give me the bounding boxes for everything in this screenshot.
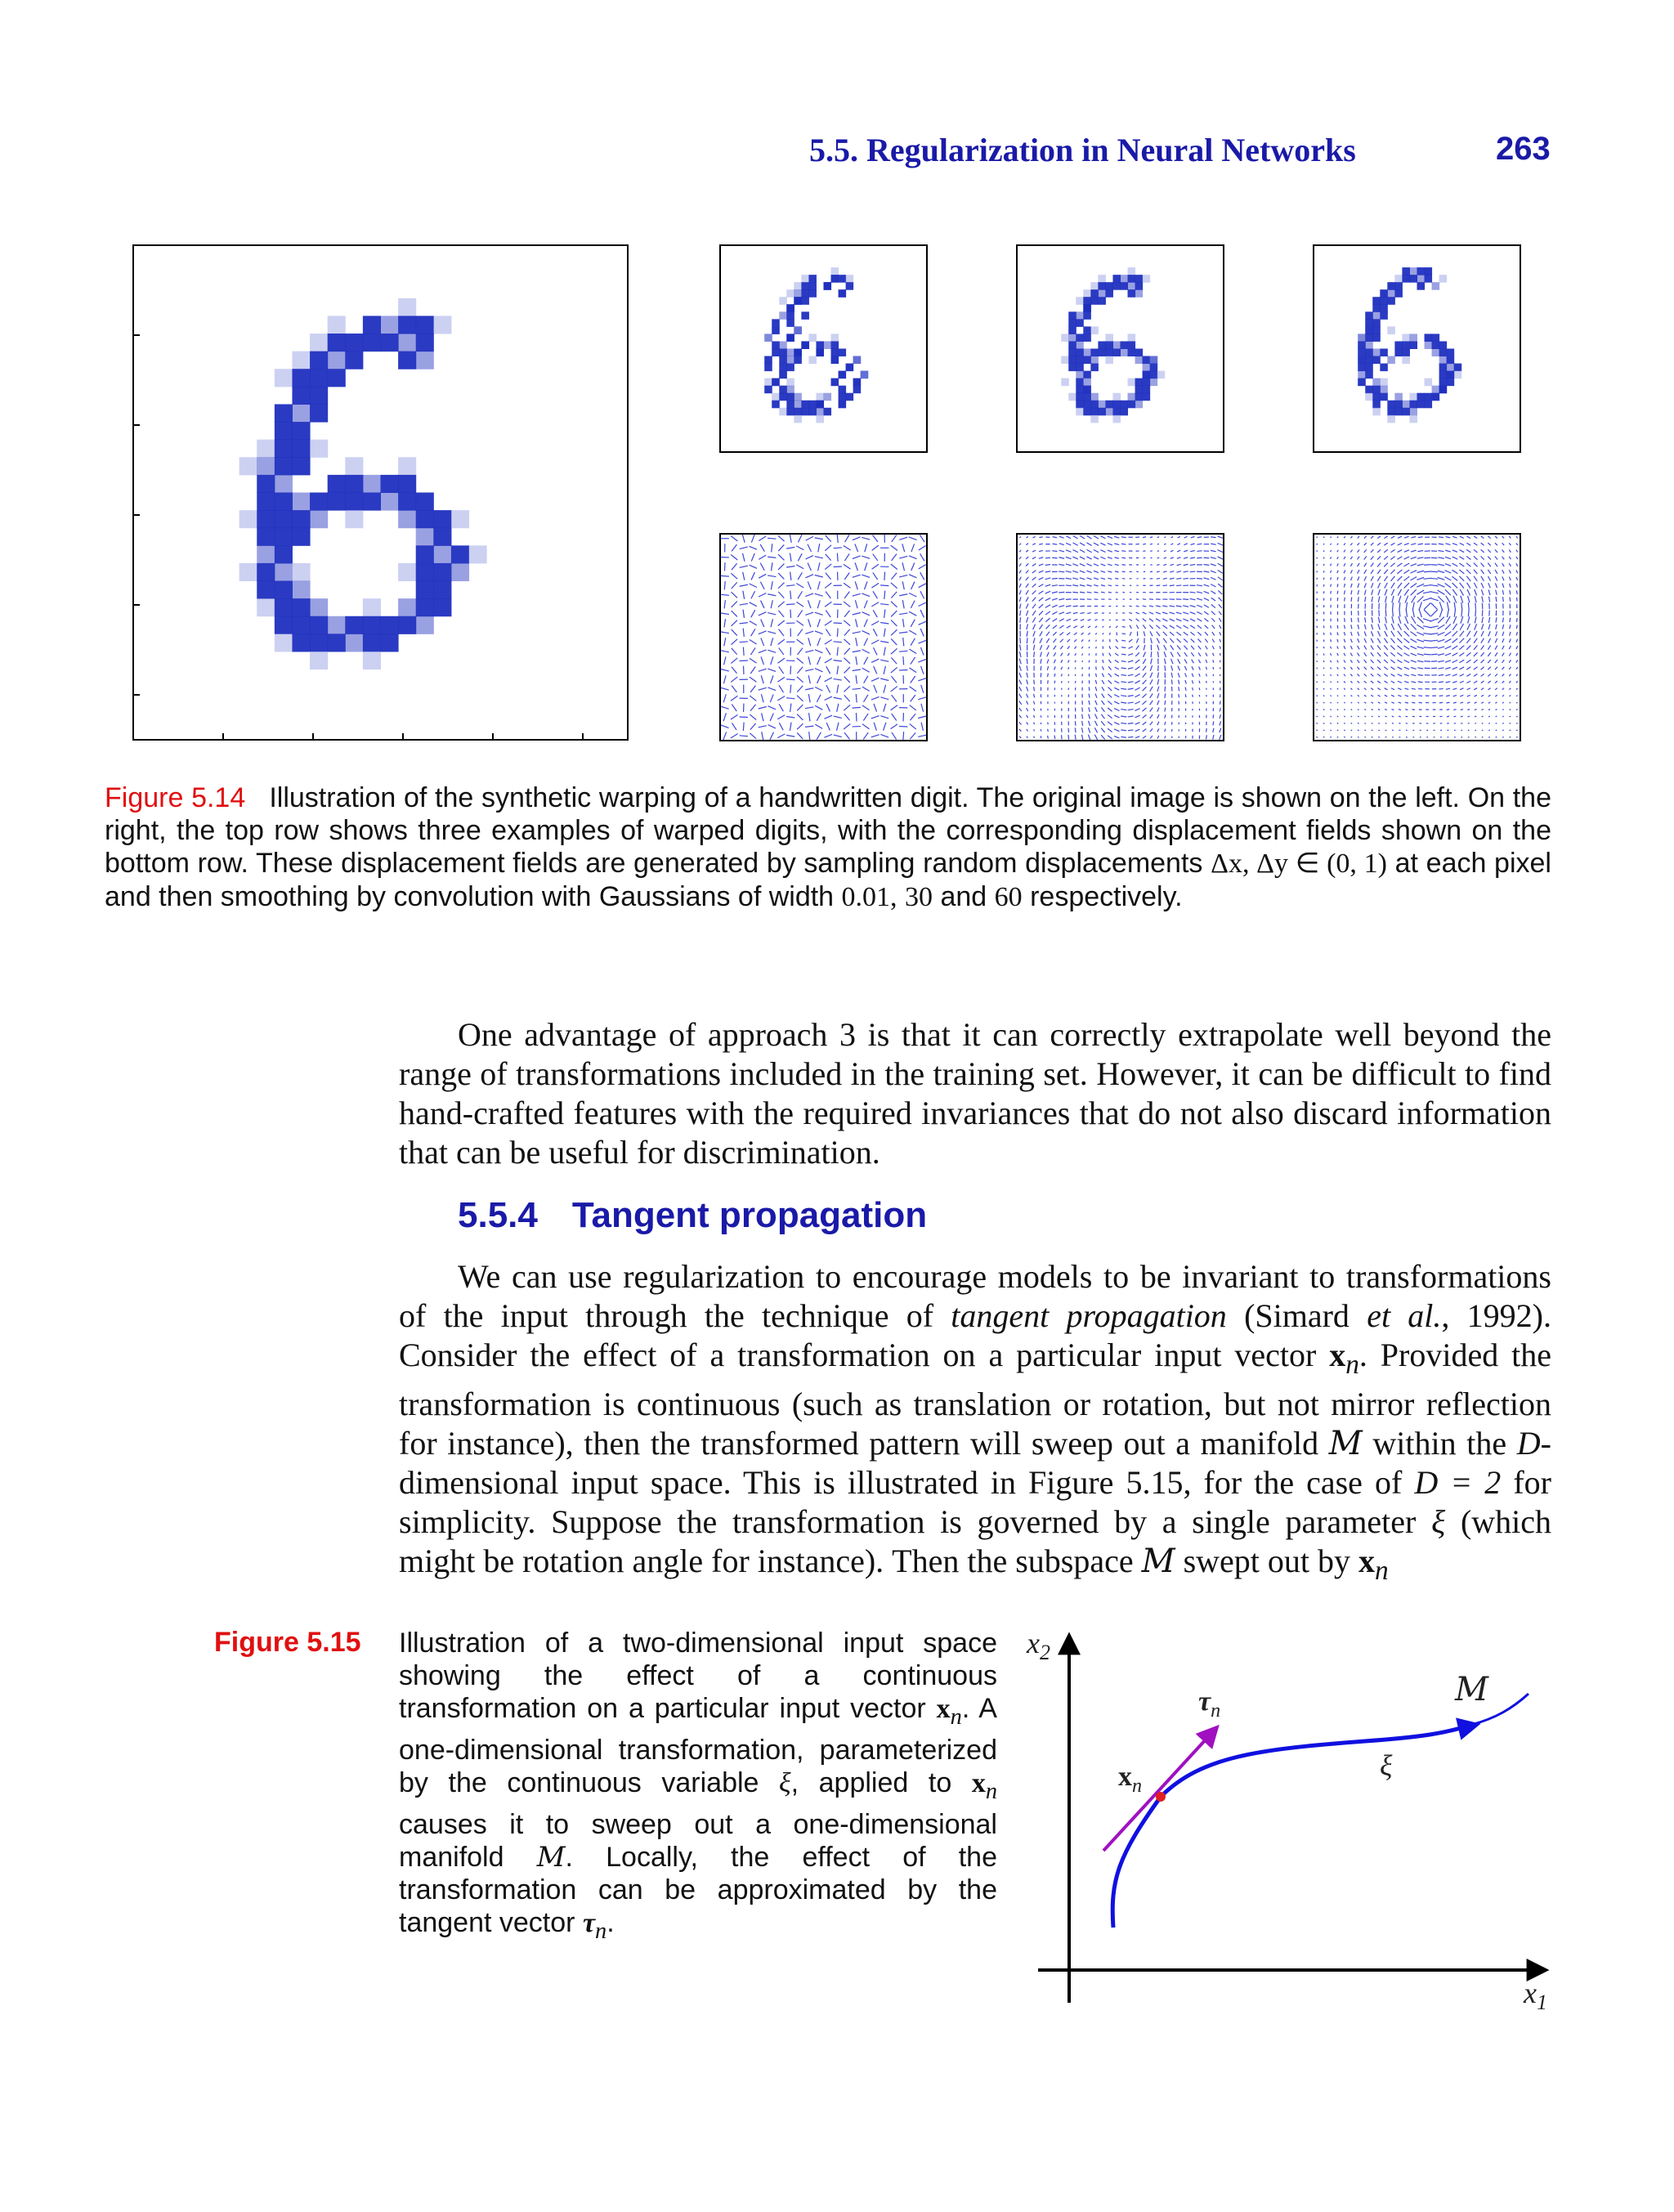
math-expression: D = 2 <box>1414 1464 1502 1501</box>
math-symbol: x <box>936 1694 951 1724</box>
text-run: . Provided the transformation is continuous (such as translation or rotation, but not mirror reflection for instance), then the transformed pattern will sweep out a manifold <box>399 1337 1551 1462</box>
math-symbol: M <box>536 1840 566 1874</box>
warped-digit-panel-3 <box>1314 245 1520 452</box>
math-symbol: M <box>1328 1425 1363 1462</box>
text-run: , applied to <box>790 1766 952 1798</box>
caption-text: respectively. <box>1030 881 1183 912</box>
xi-label: ξ <box>1380 1749 1393 1782</box>
section-number: 5.5.4 <box>458 1195 538 1235</box>
text-run: . A one-dimensional transformation, parameterized by the continuous variable <box>399 1693 997 1798</box>
caption-text: at each pixel and then smoothing by convolution with Gaussians of width <box>105 848 1551 912</box>
text-run: (Simard <box>1244 1297 1349 1334</box>
caption-text: and <box>940 881 987 912</box>
math-subscript: n <box>1375 1556 1389 1586</box>
paragraph-text <box>399 1257 1551 1591</box>
math-symbol: D <box>1516 1425 1541 1462</box>
math-subscript: n <box>950 1704 962 1730</box>
citation-etal: et al. <box>1367 1297 1442 1334</box>
math-symbol: ξ <box>1431 1503 1446 1540</box>
manifold-label: M <box>1455 1671 1488 1708</box>
math-subscript: n <box>595 1918 607 1944</box>
x1-axis-label: $x_1$ <box>1524 1977 1547 2014</box>
math-subscript: n <box>1345 1350 1359 1380</box>
warped-digit-panel-1 <box>720 245 927 452</box>
text-run: for simplicity. Suppose the transformation is governed by a single parameter <box>399 1464 1551 1540</box>
xn-label: $x_n$ <box>1118 1762 1142 1797</box>
paragraph-2 <box>399 1257 1551 1591</box>
math-symbol: τ <box>582 1907 596 1938</box>
running-header-title: 5.5. Regularization in Neural Networks <box>809 132 1356 168</box>
section-heading <box>458 1195 927 1236</box>
text-run: causes it to sweep out a one-dimensional manifold <box>399 1808 997 1873</box>
figure-label: Figure 5.14 <box>105 782 246 813</box>
figure-5-15-label: Figure 5.15 <box>214 1627 361 1658</box>
caption-math: 30 <box>905 882 933 912</box>
text-run: . <box>606 1906 615 1938</box>
math-symbol: x <box>1329 1337 1346 1373</box>
caption-math: 60 <box>994 882 1023 912</box>
text-run: within the <box>1372 1425 1507 1462</box>
figure-5-14-graphic <box>0 0 1674 768</box>
paragraph-1 <box>399 1015 1551 1172</box>
text-run: (which might be rotation angle for instance). Then the subspace <box>399 1503 1552 1579</box>
caption-math: 0.01, <box>841 882 897 912</box>
displacement-field-panel-3 <box>1314 534 1520 741</box>
emphasis-term: tangent propagation <box>951 1297 1227 1334</box>
original-digit-panel <box>133 245 628 740</box>
text-run: . Locally, the effect of the transformation can be approximated by the tangent vector <box>399 1841 997 1938</box>
figure-5-15-diagram <box>1014 1619 1586 2027</box>
displacement-field-panel-2 <box>1017 534 1224 741</box>
caption-text: Illustration of the synthetic warping of a handwritten digit. The original image is shown on the left. On the right, the top row shows three examples of warped digits, with the corresponding displacement fields shown on the bottom row. These displacement fields are generated by sampling random displacements <box>105 782 1552 879</box>
math-subscript: n <box>985 1778 997 1804</box>
tau-label: $\tau_n$ <box>1198 1686 1221 1722</box>
text-run: -dimensional input space. This is illustrated in Figure 5.15, for the case of <box>399 1425 1551 1501</box>
text-run: We can use regularization to encourage models to be invariant to transformations of the input through the technique of <box>399 1258 1551 1334</box>
text-run: , 1992). Consider the effect of a transformation on a particular input vector <box>399 1297 1551 1373</box>
math-symbol: M <box>1141 1543 1175 1580</box>
displacement-field-panel-1 <box>720 534 927 741</box>
figure-5-15-caption <box>399 1627 997 1947</box>
page-number: 263 <box>1496 131 1551 167</box>
math-symbol: x <box>1358 1543 1375 1579</box>
caption-math: Δx, Δy ∈ (0, 1) <box>1211 849 1387 879</box>
section-title: Tangent propagation <box>571 1195 928 1235</box>
math-symbol: ξ <box>779 1767 791 1798</box>
x2-axis-label: $x_2$ <box>1027 1627 1050 1664</box>
text-run: swept out by <box>1183 1543 1350 1579</box>
text-run: Illustration of a two-dimensional input space showing the effect of a continuous transformation on a particular input vector <box>399 1628 997 1724</box>
math-symbol: x <box>971 1767 986 1798</box>
paragraph-text: One advantage of approach 3 is that it can correctly extrapolate well beyond the range of transformations included in the training set. However, it can be difficult to find hand-crafted features with the required invariances that do not also discard information that can be useful for discrimination. <box>399 1016 1551 1171</box>
figure-5-14-caption <box>105 781 1551 914</box>
input-point <box>1156 1792 1166 1802</box>
manifold-curve <box>1112 1725 1471 1928</box>
warped-digit-panel-2 <box>1017 245 1224 452</box>
